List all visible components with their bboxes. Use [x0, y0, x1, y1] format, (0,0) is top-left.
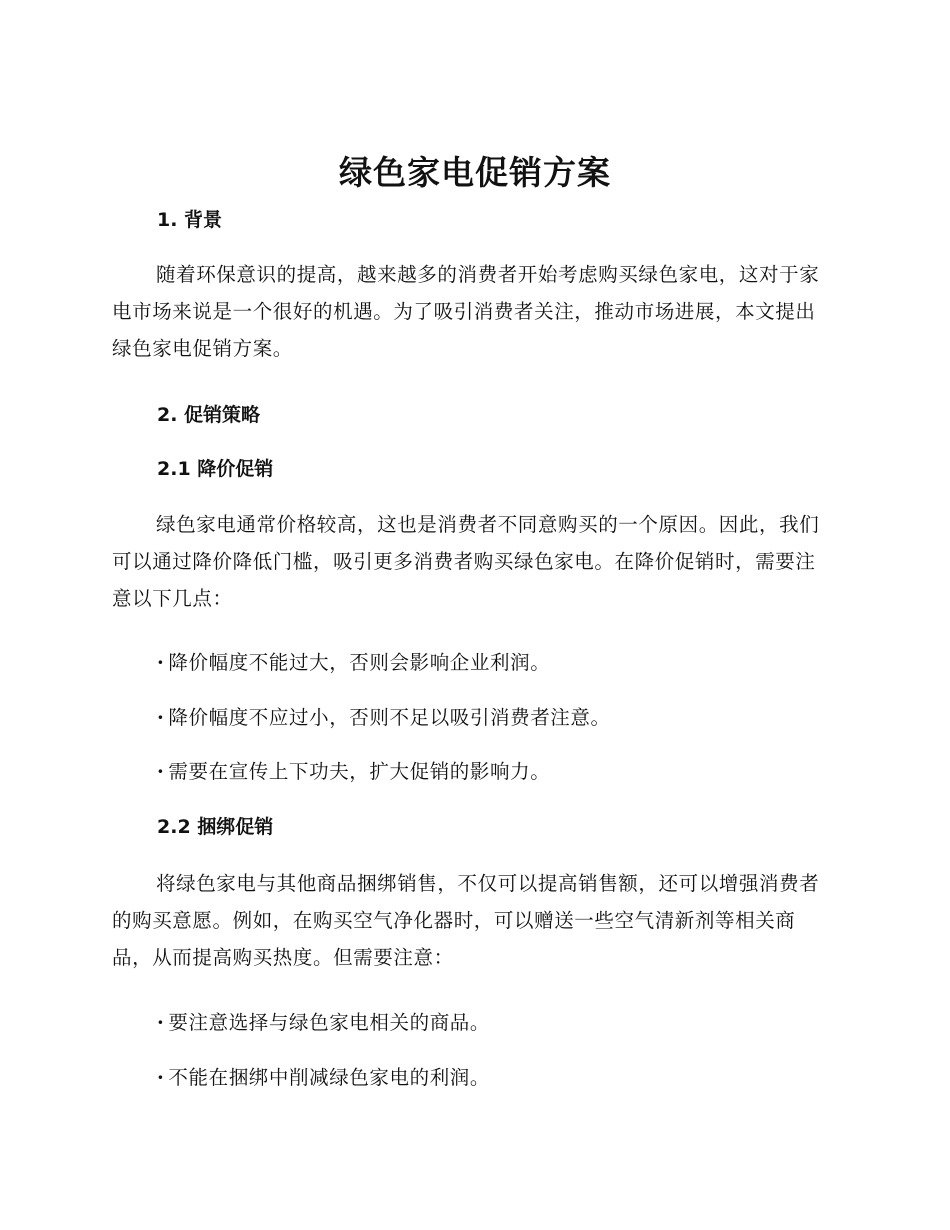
list-item-text: 不能在捆绑中削减绿色家电的利润。 [168, 1066, 490, 1089]
bullet-icon: · [157, 760, 165, 783]
paragraph-price-reduction: 绿色家电通常价格较高，这也是消费者不同意购买的一个原因。因此，我们可以通过降价降低门槛，吸引更多消费者购买绿色家电。在降价促销时，需要注意以下几点： [112, 513, 820, 610]
bullet-icon: · [157, 1011, 165, 1034]
section-heading-promotion-strategy: 2. 促销策略 [157, 404, 261, 426]
list-item [157, 703, 611, 733]
list-item-text: 需要在宣传上下功夫，扩大促销的影响力。 [168, 760, 551, 783]
list-item-text: 降价幅度不能过大，否则会影响企业利润。 [168, 651, 551, 674]
section-heading-bundle-promotion: 2.2 捆绑促销 [157, 816, 274, 838]
list-item [157, 757, 550, 787]
list-item [157, 648, 550, 678]
section-heading-background: 1. 背景 [157, 209, 223, 231]
list-item-text: 要注意选择与绿色家电相关的商品。 [168, 1011, 490, 1034]
list-item [157, 1008, 490, 1038]
section-heading-price-reduction: 2.1 降价促销 [157, 458, 274, 480]
list-item-text: 降价幅度不应过小，否则不足以吸引消费者注意。 [168, 706, 611, 729]
bullet-icon: · [157, 1066, 165, 1089]
paragraph-background: 随着环保意识的提高，越来越多的消费者开始考虑购买绿色家电，这对于家电市场来说是一个很好的机遇。为了吸引消费者关注，推动市场进展，本文提出绿色家电促销方案。 [112, 263, 820, 360]
document-title: 绿色家电促销方案 [339, 153, 611, 192]
bullet-icon: · [157, 706, 165, 729]
list-item [157, 1063, 490, 1093]
bullet-icon: · [157, 651, 165, 674]
paragraph-bundle-promotion: 将绿色家电与其他商品捆绑销售，不仅可以提高销售额，还可以增强消费者的购买意愿。例如，在购买空气净化器时，可以赠送一些空气清新剂等相关商品，从而提高购买热度。但需要注意： [112, 872, 820, 969]
